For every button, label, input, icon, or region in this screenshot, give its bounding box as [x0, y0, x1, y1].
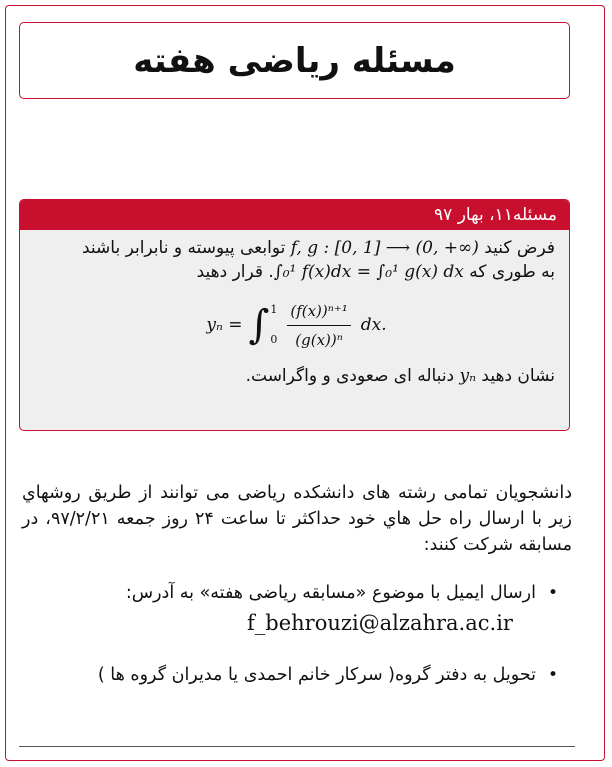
problem-text: به طوری که — [463, 262, 555, 282]
participation-paragraph: دانشجویان تمامی رشته های دانشکده ریاضی می توانند از طریق روشهاي زیر با ارسال راه حل هاي خود حداکثر تا ساعت ۲۴ روز جمعه ۹۷/۲/۲۱، در مسابقه شرکت کنند: — [22, 483, 572, 555]
delivery-instruction: تحویل به دفتر گروه( سرکار خانم احمدی یا مدیران گروه ها ) — [97, 665, 536, 685]
fraction-numerator: (f(x))ⁿ⁺¹ — [287, 299, 350, 326]
submission-methods-list — [22, 580, 562, 714]
sequence-symbol: yₙ — [459, 366, 477, 386]
problem-text: دنباله ای صعودی و واگراست. — [245, 366, 460, 386]
problem-header-label: مسئله۱۱، بهار ۹۷ — [434, 205, 557, 225]
list-item-email — [22, 580, 562, 636]
list-item-delivery — [22, 662, 562, 688]
problem-header — [20, 200, 569, 230]
fraction-denominator: (g(x))ⁿ — [295, 330, 343, 349]
integral-upper-limit: 1 — [270, 303, 278, 316]
sequence-formula — [38, 298, 555, 352]
problem-body — [20, 230, 569, 388]
integral-lower-limit: 0 — [270, 333, 278, 346]
formula-dx: dx. — [360, 315, 387, 335]
problem-text: . قرار دهید — [196, 262, 274, 282]
formula-lhs: yₙ = — [206, 315, 243, 335]
title-box — [19, 22, 570, 99]
problem-conclusion — [38, 364, 555, 388]
problem-line-2 — [38, 260, 555, 284]
problem-text: نشان دهید — [476, 366, 555, 386]
email-instruction: ارسال ایمیل با موضوع «مسابقه ریاضی هفته» به آدرس: — [125, 583, 536, 603]
problem-text: فرض کنید — [478, 238, 555, 258]
bullet-icon: • — [547, 583, 558, 603]
problem-line-1 — [38, 236, 555, 260]
footer-divider — [19, 746, 575, 747]
integrand-fraction — [287, 299, 350, 352]
email-address-link[interactable]: f_behrouzi@alzahra.ac.ir — [247, 611, 513, 635]
problem-box — [19, 199, 570, 431]
function-domain-math: f, g : [0, 1] ⟶ (0, +∞) — [290, 238, 479, 258]
problem-text: توابعی پیوسته و نابرابر باشند — [81, 238, 291, 258]
bullet-icon: • — [547, 665, 558, 685]
integral-sign: ∫ 1 0 — [249, 298, 278, 352]
page-title: مسئله ریاضی هفته — [133, 40, 456, 81]
integral-equality-math: ∫₀¹ f(x)dx = ∫₀¹ g(x) dx — [273, 262, 464, 282]
